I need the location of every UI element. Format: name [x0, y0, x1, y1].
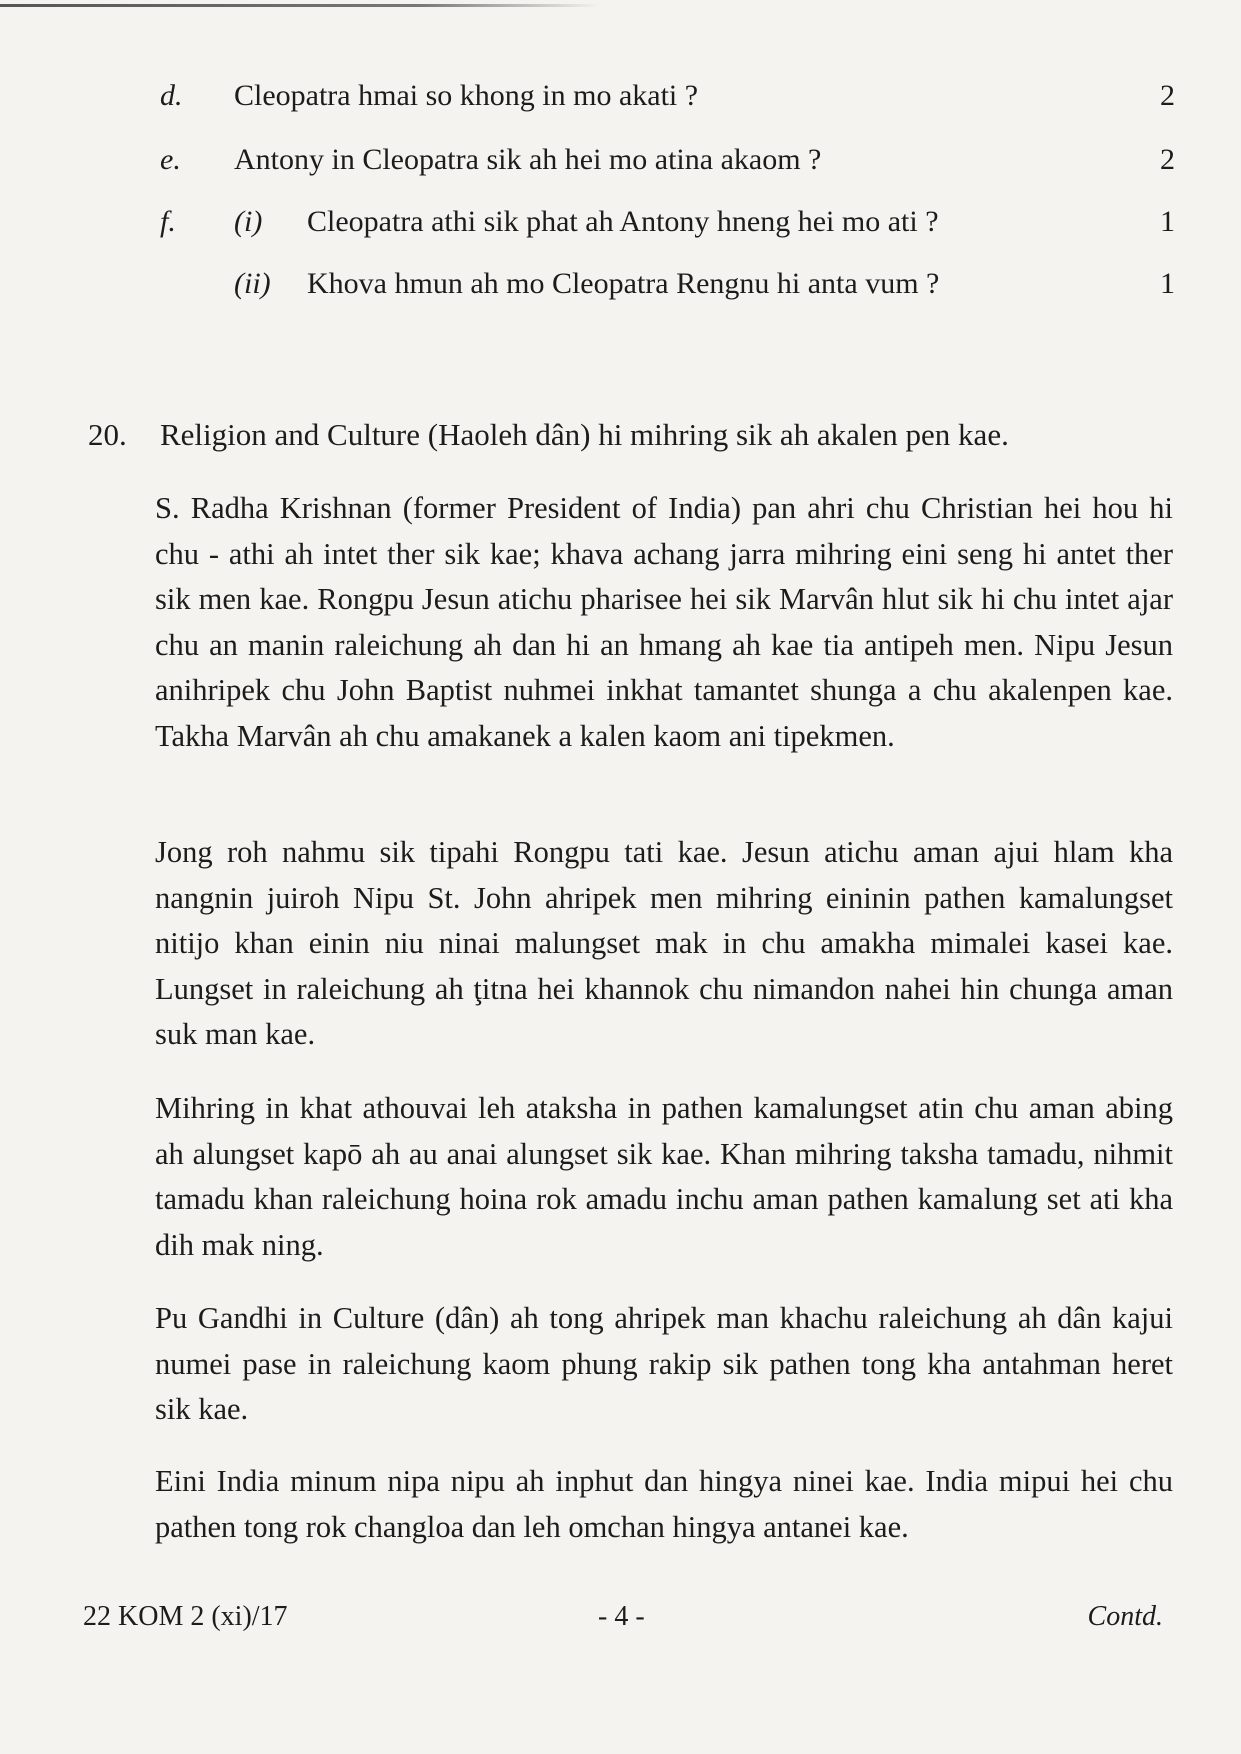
passage-paragraph-1: S. Radha Krishnan (former President of India) pan ahri chu Christian hei hou hi chu - athi ah intet ther sik kae; khava achang jarra mihring eini seng hi antet ther sik men kae. Rongpu Jesun atichu pharisee hei sik Marvân hlut sik hi chu intet ajar chu an manin raleichung ah dan hi an hmang ah kae tia antipeh men. Nipu Jesun anihripek chu John Baptist nuhmei inkhat tamantet shunga a chu akalenpen kae. Takha Marvân ah chu amakanek a kalen kaom ani tipekmen.: [155, 491, 1173, 753]
question-marks: 1: [1160, 267, 1175, 300]
question-subpart: (i): [234, 205, 263, 238]
passage-paragraph-3: Mihring in khat athouvai leh ataksha in pathen kamalungset atin chu aman abing ah alungset kapō ah au anai alungset sik kae. Khan mihring taksha tamadu, nihmit tamadu khan raleichung hoina rok amadu inchu aman pathen kamalung set ati kha dih mak ning.: [155, 1091, 1173, 1262]
continued-label: Contd.: [1087, 1601, 1163, 1632]
question-d: [0, 74, 1241, 118]
page-number: - 4 -: [598, 1601, 645, 1632]
top-rule: [0, 4, 600, 7]
passage-paragraph-5: Eini India minum nipa nipu ah inphut dan hingya ninei kae. India mipui hei chu pathen tong rok changloa dan leh omchan hingya antanei kae.: [155, 1464, 1173, 1544]
question-20-number: 20.: [88, 417, 127, 452]
passage-paragraph-2: Jong roh nahmu sik tipahi Rongpu tati kae. Jesun atichu aman ajui hlam kha nangnin juiroh Nipu St. John ahripek men mihring eininin pathen kamalungset nitijo khan einin niu ninai malungset mak in chu amakha mimalei kasei kae. Lungset in raleichung ah ţitna hei khannok chu nimandon nahei hin chunga aman suk man kae.: [155, 835, 1173, 1051]
question-marks: 2: [1160, 143, 1175, 176]
question-f-ii: [0, 262, 1241, 306]
question-20-heading: Religion and Culture (Haoleh dân) hi mihring sik ah akalen pen kae.: [160, 417, 1009, 452]
question-e: [0, 138, 1241, 182]
question-letter: e.: [160, 143, 181, 176]
paper-code: 22 KOM 2 (xi)/17: [83, 1601, 288, 1632]
question-f-i: [0, 200, 1241, 244]
question-text: Khova hmun ah mo Cleopatra Rengnu hi anta vum ?: [307, 267, 940, 300]
question-text: Cleopatra athi sik phat ah Antony hneng hei mo ati ?: [307, 205, 939, 238]
passage-paragraph-4: Pu Gandhi in Culture (dân) ah tong ahripek man khachu raleichung ah dân kajui numei pase in raleichung kaom phung rakip sik pathen tong kha antahman heret sik kae.: [155, 1301, 1173, 1426]
question-marks: 2: [1160, 79, 1175, 112]
question-text: Antony in Cleopatra sik ah hei mo atina akaom ?: [234, 143, 822, 176]
question-letter: d.: [160, 79, 183, 112]
question-marks: 1: [1160, 205, 1175, 238]
question-subpart: (ii): [234, 267, 271, 300]
question-letter: f.: [160, 205, 176, 238]
question-text: Cleopatra hmai so khong in mo akati ?: [234, 79, 699, 112]
